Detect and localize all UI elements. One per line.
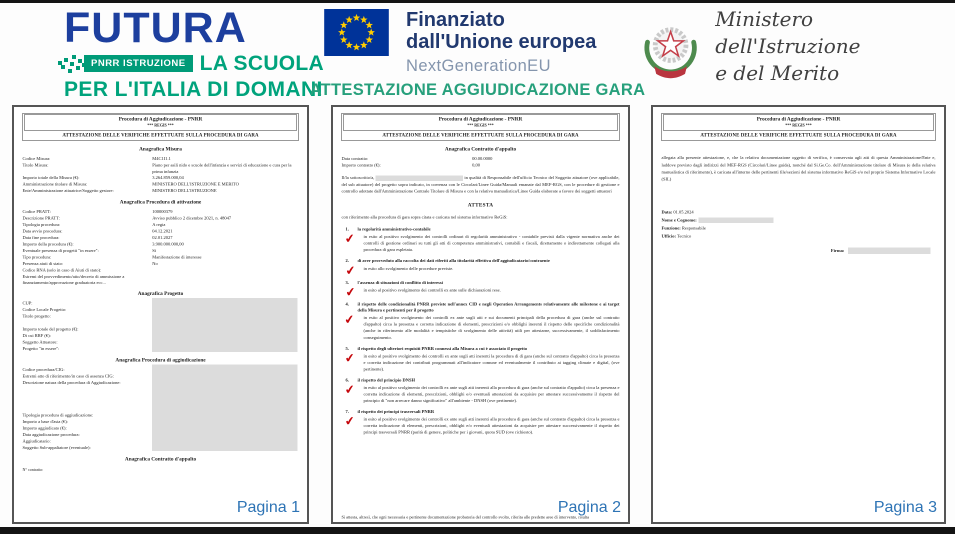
doc-header-regis: *** REGIS *** [785,123,812,128]
nextgenerationeu-label: NextGenerationEU [406,56,551,75]
redacted-name-box [376,175,464,181]
document-page-1 [12,105,309,524]
slide-title: ATTESTAZIONE AGGIUDICAZIONE GARA [309,81,646,99]
eu-text-line2: dall'Unione europea [406,31,597,54]
contract-section [342,146,620,169]
signatory-field-value: Tecnico [676,233,692,239]
ministry-name [715,6,955,87]
checklist-item-body [343,350,620,373]
ministry-name-line2: e del Merito [715,61,840,85]
checklist-item-head [346,226,620,232]
signature-row [662,247,936,254]
field-label: CUP: [22,300,33,306]
checklist-item-head [346,258,620,264]
checklist-item-body [343,381,620,405]
futura-per-italia: PER L'ITALIA DI DOMANI [64,77,323,101]
doc-section [23,291,299,353]
page-2-content [333,107,628,522]
doc-header-title: Procedura di Aggiudicazione - PNRR [438,116,523,122]
ministry-logo [636,6,955,87]
signatory-field-value: 01.05.2024 [672,209,694,215]
field-value: Sì [152,247,156,253]
closing-line: Si attesta, altresì, che ogni necessaria e pertinente documentazione probatoria del controllo svolto, riferita alle predette aree di intervento, risulta [341,514,590,520]
field-label: Titolo Misura: [22,162,49,168]
field-label: Importo totale della Misura (€): [22,174,80,180]
document-page-3 [651,105,946,524]
field-label: Estremi del provvedimento/atto/decreto di ammissione a finanziamento/approvazione graduatoria ecc... [22,273,125,285]
checklist-item-title: il rispetto degli ulteriori requisiti PNRR connessi alla Misura a cui è associato il progetto [357,345,528,351]
field-value: Avviso pubblico 2 dicembre 2021, n. 48047 [152,215,232,221]
red-checkmark-icon: ✔ [343,350,356,366]
doc-section [23,357,299,451]
ministry-name-line1: Ministero dell'Istruzione [715,7,861,58]
field-label: Presenza aiuti di stato: [22,260,64,266]
checklist-item-title: il rispetto dei principi trasversali PNRR [357,409,435,415]
doc-header-attestazione: ATTESTAZIONE DELLE VERIFICHE EFFETTUATE SULLA PROCEDURA DI GARA [700,132,897,138]
redacted-value-box [699,218,774,224]
checklist-item-number: 6. [345,377,349,383]
page-number-label: Pagina 3 [873,499,937,516]
field-value: MINISTERO DELL'ISTRUZIONE E MERITO [152,181,239,187]
checklist-item-title: la regolarità amministrativo-contabile [357,226,431,232]
signatory-field-row [662,225,936,232]
field-label: Descrizione PRATT: [22,215,60,221]
doc-header-box [342,113,620,141]
field-value: 100000379 [152,208,173,214]
italy-emblem-icon [636,11,705,83]
field-value: 0,00 [472,162,481,168]
checklist-item-detail: in esito al positivo svolgimento dei controlli ex ante sugli atti inerenti alla procedura di gara (anche sul contratto d'appalto) circa la presenza e corretta indicazione di elementi, prescrizioni, obblighi e/o eventuali attestazioni da acquisire per attestare successivamente il rispetto dei principi trasversali PNRR (parità di genere, politiche per i giovani, quota SUD (ove richiesto). [363,416,620,435]
doc-header-title: Procedura di Aggiudicazione - PNRR [756,116,841,122]
section-title: Anagrafica Procedura di aggiudicazione [115,357,206,364]
signatory-field-row [662,233,936,240]
field-label: Eventuale presenza di progetti "in essere": [22,247,99,253]
red-checkmark-icon: ✔ [343,312,356,328]
field-label: Data fine procedura: [22,234,60,240]
field-value: 02.01.2027 [152,234,173,240]
futura-wordmark: FUTURA [64,4,247,52]
intro-before: Il/la sottoscritto/a, [341,175,375,181]
checklist-item-detail: in esito al positivo svolgimento dei controlli ex ante sugli atti inerenti la procedura di di gara (anche sul contratto d'appalto) circa la presenza e corretta indicazione dei contributi programmati all'indicatore comune ed eventualmente il contributo ai tagging climate e digital, (ove pertinente). [363,353,620,372]
field-label: Di cui RRF (€): [22,333,51,339]
field-label: Tipologia procedura di aggiudicazione: [22,412,94,418]
field-row [342,162,620,169]
field-value: MINISTERO DELL'ISTRUZIONE [152,187,217,193]
section-title: Anagrafica Contratto d'appalto [124,456,197,463]
signatory-field-label: Ufficio: [661,233,676,239]
field-value: A regia [152,221,166,227]
checklist-item-title: il rispetto del principio DNSH [357,377,416,383]
checklist-item-detail: in esito allo svolgimento delle procedure previste. [363,265,454,271]
section-title: Anagrafica Procedura di attivazione [119,199,202,205]
red-checkmark-icon: ✔ [343,231,356,247]
signatory-field-label: Nome e Cognome: [661,217,697,223]
signatory-field-row [662,209,936,216]
doc-section [23,199,299,286]
field-label: Data aggiudicazione procedura: [22,432,80,438]
attesta-heading: ATTESTA [467,202,494,208]
redaction-box [152,365,297,452]
page-3-content [653,107,944,522]
futura-subtitle-row [64,52,324,76]
field-label: Tipologia procedura: [22,221,61,227]
field-label: Importo totale del progetto (€): [22,326,79,332]
field-label: Descrizione natura della procedura di Aggiudicazione: [22,380,121,386]
checklist-item-head [346,345,620,351]
top-black-bar [0,0,955,3]
pnrr-istruzione-badge: PNRR ISTRUZIONE [84,55,193,72]
field-label: Soggetto Attuatore: [22,339,58,345]
archive-paragraph: allegata alla presente attestazione, e, che la relativa documentazione oggetto di verifica, è conservata agli atti di questa Amministrazione/Ente e, laddove previsto dagli indirizzi del MEF-RGS (Circolari/Linee guida), nonché dal Si.Ge.Co. dell'Amministrazione titolare di Misura (e della relativa manualistica di riferimento), è caricata all'interno delle pertinenti file/sezioni del sistema informativo ReGiS e/o nel proprio Sistema Informativo Locale (SIL) [661,155,936,182]
checklist-item-head [346,301,620,313]
signatory-field-row [662,217,936,224]
checklist-item-body [344,284,620,300]
checklist-item-number: 2. [345,258,349,264]
doc-header-regis: *** REGIS *** [467,123,494,128]
field-label: Importo a base d'asta (€): [22,419,69,425]
checklist-item-title: il rispetto delle condizionalità PNRR previste nell'annex CID e negli Operation Arrangements relativamente alle milestone e ai target della Misura e pertinenti per il progetto [357,301,620,313]
signatory-field-value: Responsabile [680,225,706,231]
field-value: 3.900.000.000,00 [152,241,184,247]
signatory-fields [662,209,936,240]
doc-header-regis: *** REGIS *** [147,123,174,128]
field-value: No [152,260,158,266]
field-label: Codice Misura: [22,156,51,162]
checklist-item [344,258,620,278]
checklist-item-number: 4. [345,301,349,307]
red-checkmark-icon: ✔ [344,262,357,278]
field-label: Importo aggiudicato (€): [22,425,67,431]
checklist-item [343,377,620,404]
doc-header-title: Procedura di Aggiudicazione - PNRR [118,116,203,122]
contract-fields [342,156,620,169]
checklist-item-number: 3. [345,279,349,285]
field-label: Soggetto Sub-appaltatore (eventuale): [22,445,91,451]
futura-la-scuola: LA SCUOLA [199,51,325,75]
checklist-item-head [346,377,620,383]
checklist-item-head [346,409,620,415]
doc-header-attestazione: ATTESTAZIONE DELLE VERIFICHE EFFETTUATE SULLA PROCEDURA DI GARA [382,132,579,138]
field-label: Codice PRATT: [22,208,52,214]
eu-funding-text [406,9,596,76]
redaction-box [152,298,297,352]
field-label: Titolo progetto: [22,313,51,319]
field-value: 3.264.859.000,04 [152,174,184,180]
field-label: Tipo procedura: [22,254,52,260]
checklist-item [343,301,620,341]
checklist-item-title: di aver provveduto alla raccolta dei dati riferiti alla titolarità effettiva dell'aggiudicatario/contraente [357,258,550,264]
eu-flag-icon [322,9,391,56]
signatory-field-label: Funzione: [661,225,681,231]
red-checkmark-icon: ✔ [344,284,357,300]
signatory-field-label: Data: [661,209,673,215]
page-1-sections [23,146,299,463]
field-row [23,162,299,174]
declaration-paragraph [342,175,620,195]
checklist-item-body [343,413,620,436]
field-label: Codice Locale Progetto: [22,307,67,313]
checklist-item [343,226,620,253]
document-page-2 [331,105,630,524]
checklist-item-title: l'assenza di situazioni di conflitto di interessi [357,279,443,285]
field-row [23,187,299,194]
redacted-signature-box [848,248,931,255]
field-label: Data avvio procedura: [22,228,63,234]
doc-header-inner [343,115,618,131]
doc-section [23,146,299,194]
checklist-item [343,345,620,372]
doc-header-attestazione: ATTESTAZIONE DELLE VERIFICHE EFFETTUATE SULLA PROCEDURA DI GARA [62,132,259,138]
checklist-item-detail: in esito al positivo svolgimento dei controlli ex ante sugli atti e sui documenti principali della procedura di gara (anche sul contratto d'appalto) circa la presenza e corretta indicazione di elementi, prescrizioni e/o obblighi inerenti il rispetto delle specifiche condizionalità (anche in riferimento alle modalità e tempistiche di svolgimento delle attività) utili per attestarne, successivamente, il soddisfacimento conseguimento. [363,315,620,340]
red-checkmark-icon: ✔ [343,413,356,429]
field-label: Codice RNA (solo in caso di Aiuti di stato): [22,267,102,273]
contract-number-label: N° contratto: [22,467,44,472]
checklist-item-number: 1. [345,226,349,232]
doc-section [23,456,299,463]
field-value: 00.00.0000 [472,156,493,162]
field-label: Importo della procedura (€): [22,241,74,247]
red-checkmark-icon: ✔ [343,381,356,398]
doc-header-inner [663,115,934,131]
checklist [342,226,620,436]
section-title: Anagrafica Progetto [137,291,184,297]
checklist-item-number: 7. [345,409,349,415]
reference-line: con riferimento alla procedura di gara sopra citata e caricata nel sistema informativo ReGiS: [341,214,508,220]
checklist-item-body [343,231,620,254]
checklist-item-body [343,312,620,341]
doc-header-box [662,113,936,141]
checklist-item-number: 5. [345,345,349,351]
eu-text-line1: Finanziato [406,9,505,31]
checklist-item-detail: in esito al positivo svolgimento dei controlli ex ante sugli atti inerenti alla procedura di gara (anche sul contratto d'appalto) circa la presenza e corretta indicazione di elementi, prescrizioni, obblighi e/o eventuali attestazioni da acquisire per attestare successivamente il rispetto del principio di "non arrecare danno significativo" all'ambiente - DNSH (ove pertinente). [363,385,620,404]
doc-header-box [23,113,299,141]
field-label: Data contratto: [341,156,369,162]
field-label: Importo contratto (€): [341,162,381,168]
field-value: M4C1I1.1 [152,156,171,162]
field-value: 04.12.2021 [152,228,173,234]
signature-label: Firma: [830,247,845,253]
checklist-item-detail: in esito al positivo svolgimento dei controlli ordinari di regolarità amministrativo - contabile previsti dalla vigente normativa anche dei controlli di gestione ordinari su tutti gli atti di competenza amministrativi, contabili e fiscali, direttamente o indirettamente collegati alla procedura di gara espletata. [363,234,620,253]
checklist-item-head [346,279,620,285]
field-value [152,273,298,285]
doc-header-inner [24,115,297,131]
page-1-content [14,107,307,522]
section-title: Anagrafica Misura [139,146,182,153]
page-number-label: Pagina 1 [236,499,300,516]
eu-funding-logo [322,9,596,76]
checklist-item-body [344,262,620,278]
field-label: Amministrazione titolare di Misura: [22,181,88,187]
field-label: Aggiudicatario: [22,438,51,444]
checklist-item-detail: in esito al positivo svolgimento dei controlli ex ante sulle dichiarazioni rese. [363,287,501,293]
field-label: Ente/Amministrazione attuatrice/Soggetto gestore: [22,187,114,193]
field-label: Progetto "in essere": [22,346,60,352]
pixel-dots-icon [70,62,74,66]
field-label: Codice procedura/CIG: [22,367,65,373]
page-number-label: Pagina 2 [557,499,621,516]
intro-after: in qualità di Responsabile dell'ufficio Tecnico del Soggetto attuatore (ove applicabile, del sub attuatore) del progetto sopra indicato, in coerenza con le Circolari/Linee Guida/Manuali emanate dal MEF-RGS, con le procedure di gestione e controllo adottate dall'Amministrazione Centrale Titolare di Misura e con la relativa manualistica/Linee Guida elaborate a favore dei soggetti attuatori [341,175,620,194]
checklist-item [344,279,620,300]
section-title: Anagrafica Contratto d'appalto [444,146,517,153]
checklist-item [343,409,620,436]
field-row [23,273,299,285]
field-label: Estremi atto di riferimento/in caso di assenza CIG: [22,373,114,379]
field-value: Manifestazione di interesse [152,254,202,260]
bottom-black-bar [0,527,955,534]
field-value: Piano per asili nido e scuole dell'infanzia e servizi di educazione e cura per la prima infanzia [152,162,292,174]
